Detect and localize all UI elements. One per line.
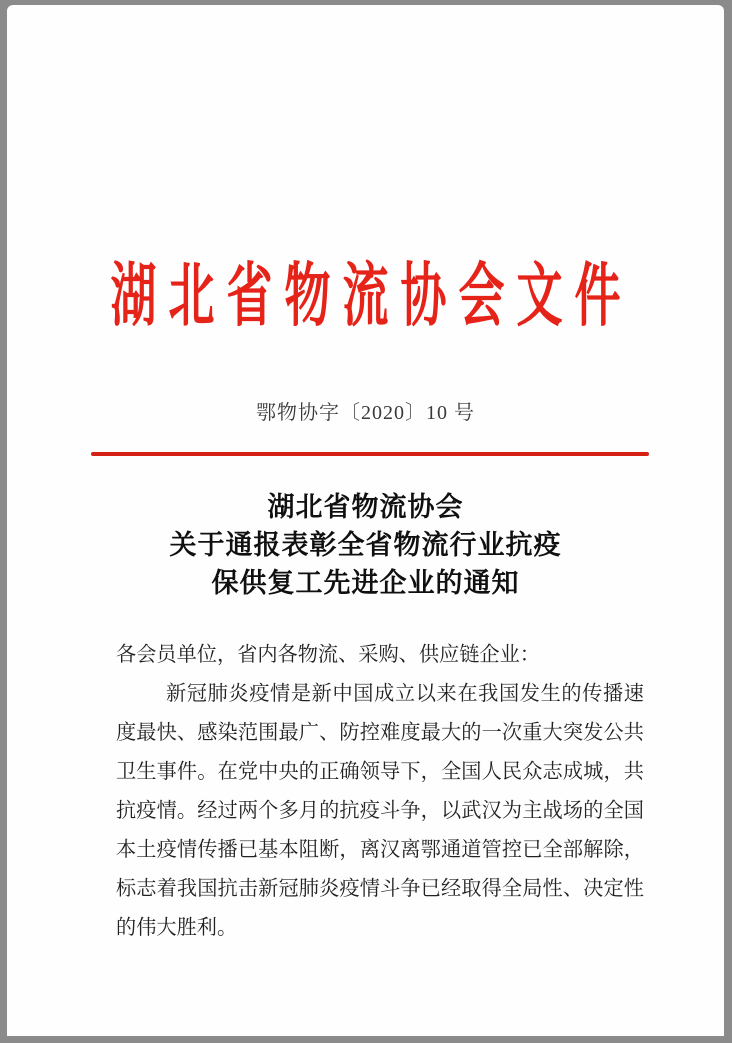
notice-title-line-3: 保供复工先进企业的通知: [211, 568, 520, 598]
document-body: [116, 636, 644, 948]
body-paragraph: 新冠肺炎疫情是新中国成立以来在我国发生的传播速度最快、感染范围最广、防控难度最大的一次重大突发公共卫生事件。在党中央的正确领导下，全国人民众志成城，共抗疫情。经过两个多月的抗疫斗争，以武汉为主战场的全国本土疫情传播已基本阻断，离汉离鄂通道管控已全部解除，标志着我国抗击新冠肺炎疫情斗争已经取得全局性、决定性的伟大胜利。: [116, 683, 644, 939]
document-page: [7, 5, 724, 1036]
masthead-title: 湖北省物流协会文件: [110, 257, 633, 334]
notice-title: [7, 488, 724, 602]
notice-title-line-2: 关于通报表彰全省物流行业抗疫: [169, 530, 562, 560]
salutation: 各会员单位，省内各物流、采购、供应链企业：: [116, 644, 540, 666]
doc-number: 鄂物协字〔2020〕10 号: [256, 402, 475, 424]
notice-title-line-1: 湖北省物流协会: [267, 492, 464, 522]
red-divider-rule: [91, 452, 649, 456]
